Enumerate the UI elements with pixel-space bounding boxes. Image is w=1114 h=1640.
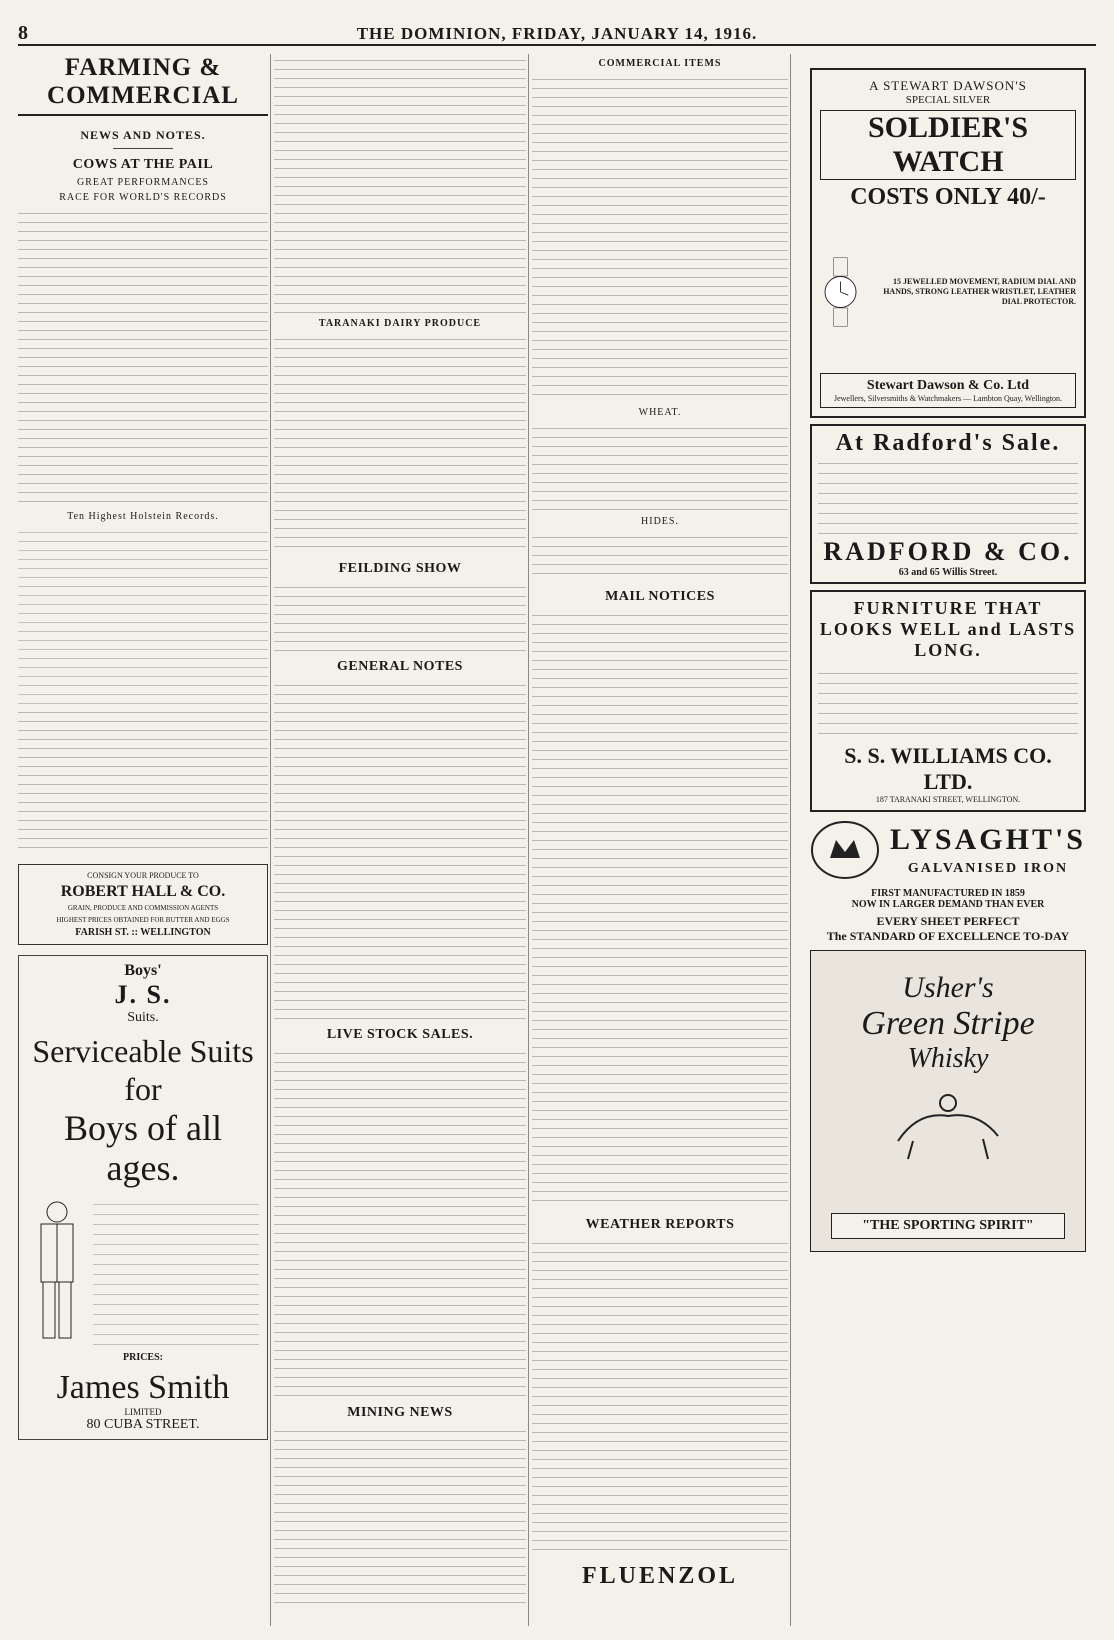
advert-line: EVERY SHEET PERFECT — [876, 914, 1020, 928]
radford-advert — [810, 424, 1086, 584]
article-heading: MINING NEWS — [347, 1405, 453, 1420]
records-table — [18, 526, 268, 706]
advert-line: LIMITED — [124, 1407, 162, 1417]
advert-headline: Green Stripe — [861, 1005, 1035, 1042]
article-body — [274, 679, 526, 1019]
column-divider — [528, 54, 529, 1626]
article-heading: LIVE STOCK SALES. — [326, 1027, 474, 1042]
masthead — [18, 22, 1096, 46]
company-address: Jewellers, Silversmiths & Watchmakers — Lambton Quay, Wellington. — [833, 394, 1063, 403]
advert-address: 80 CUBA STREET. — [86, 1417, 200, 1432]
advert-product: GALVANISED IRON — [907, 861, 1069, 876]
column-commercial — [532, 54, 788, 1626]
advert-product: Whisky — [907, 1043, 989, 1074]
advert-address: 187 TARANAKI STREET, WELLINGTON. — [875, 795, 1021, 804]
article-body — [532, 609, 788, 1209]
advert-company: James Smith — [56, 1369, 230, 1406]
williams-advert — [810, 590, 1086, 812]
article-body — [274, 1047, 526, 1397]
advert-company: ROBERT HALL & CO. — [60, 883, 226, 900]
advert-prices-label: PRICES: — [122, 1352, 163, 1363]
advert-text — [818, 457, 1078, 537]
advert-headline: Boys of all ages. — [64, 1108, 222, 1188]
advert-address: 63 and 65 Willis Street. — [898, 567, 998, 578]
column-adverts — [794, 54, 1096, 1626]
article-body — [532, 1237, 788, 1557]
robert-hall-advert — [18, 864, 268, 945]
advert-line: A STEWART DAWSON'S — [869, 78, 1027, 93]
james-smith-advert — [18, 955, 268, 1440]
advert-line: GRAIN, PRODUCE AND COMMISSION AGENTS — [67, 904, 219, 912]
advert-text — [818, 667, 1078, 737]
advert-brand: Usher's — [902, 971, 994, 1004]
advert-line: SPECIAL SILVER — [905, 94, 991, 106]
advert-features: 15 JEWELLED MOVEMENT, RADIUM DIAL AND HANDS, STRONG LEATHER WRISTLET, LEATHER DIAL PROTECTOR. — [883, 277, 1076, 306]
ushers-whisky-advert — [810, 950, 1086, 1252]
advert-line: The STANDARD OF EXCELLENCE TO-DAY — [826, 929, 1070, 943]
column-dairy — [274, 54, 526, 1626]
page-number: 8 — [18, 22, 28, 44]
advert-text — [93, 1198, 259, 1348]
article-heading: COMMERCIAL ITEMS — [598, 58, 722, 69]
advert-slogan: "THE SPORTING SPIRIT" — [831, 1213, 1065, 1239]
horse-rider-icon — [888, 1081, 1008, 1161]
article-body — [532, 73, 788, 403]
advert-line: Boys' — [124, 962, 162, 979]
boy-figure-icon — [27, 1198, 87, 1348]
article-body — [18, 706, 268, 856]
article-heading: WHEAT. — [638, 407, 682, 418]
advert-headline: FURNITURE THAT LOOKS WELL and LASTS LONG. — [819, 598, 1077, 660]
article-heading: MAIL NOTICES — [605, 589, 715, 604]
advert-company: RADFORD & CO. — [823, 537, 1073, 566]
section-title: FARMING & COMMERCIAL — [18, 54, 268, 116]
stewart-dawson-advert — [810, 68, 1086, 418]
advert-logo: J. S. — [114, 980, 172, 1009]
fluenzol-advert: FLUENZOL — [581, 1563, 739, 1589]
column-farming — [18, 54, 268, 1626]
column-divider — [270, 54, 271, 1626]
column-divider — [790, 54, 791, 1626]
advert-headline: Serviceable Suits for — [32, 1033, 254, 1107]
advert-headline: SOLDIER'S WATCH — [820, 110, 1076, 180]
article-heading: HIDES. — [641, 516, 679, 527]
article-heading: COWS AT THE PAIL — [72, 157, 214, 172]
wristwatch-icon — [820, 217, 861, 367]
article-heading: GENERAL NOTES — [337, 659, 463, 674]
advert-line: Suits. — [127, 1010, 159, 1025]
advert-price: COSTS ONLY 40/- — [850, 184, 1046, 210]
advert-company: S. S. WILLIAMS CO. LTD. — [844, 743, 1052, 794]
article-subheading: GREAT PERFORMANCES — [76, 177, 209, 188]
advert-line: HIGHEST PRICES OBTAINED FOR BUTTER AND EGGS — [56, 916, 230, 924]
article-body — [18, 207, 268, 507]
table-heading: Ten Highest Holstein Records. — [67, 511, 219, 522]
divider — [113, 148, 173, 149]
advert-address: FARISH ST. :: WELLINGTON — [75, 927, 211, 938]
article-body — [274, 54, 526, 314]
article-body — [274, 581, 526, 651]
advert-headline: At Radford's Sale. — [835, 430, 1061, 456]
news-heading: NEWS AND NOTES. — [80, 128, 206, 142]
lysaght-advert — [810, 820, 1086, 944]
advert-company: LYSAGHT'S — [890, 823, 1086, 856]
article-heading: TARANAKI DAIRY PRODUCE — [318, 318, 482, 329]
article-body — [532, 422, 788, 512]
article-heading: WEATHER REPORTS — [585, 1217, 735, 1232]
article-body — [274, 333, 526, 553]
article-subheading: RACE FOR WORLD'S RECORDS — [59, 192, 227, 203]
advert-line: NOW IN LARGER DEMAND THAN EVER — [851, 899, 1045, 910]
article-body — [532, 531, 788, 581]
article-body — [274, 1425, 526, 1605]
newspaper-title: THE DOMINION, FRIDAY, JANUARY 14, 1916. — [356, 24, 758, 43]
company-name: Stewart Dawson & Co. Ltd — [866, 378, 1030, 393]
advert-company — [820, 373, 1076, 408]
article-heading: FEILDING SHOW — [338, 561, 462, 576]
advert-line: CONSIGN YOUR PRODUCE TO — [87, 871, 199, 880]
trade-mark-emblem-icon — [810, 820, 880, 880]
advert-line: FIRST MANUFACTURED IN 1859 — [871, 888, 1025, 899]
